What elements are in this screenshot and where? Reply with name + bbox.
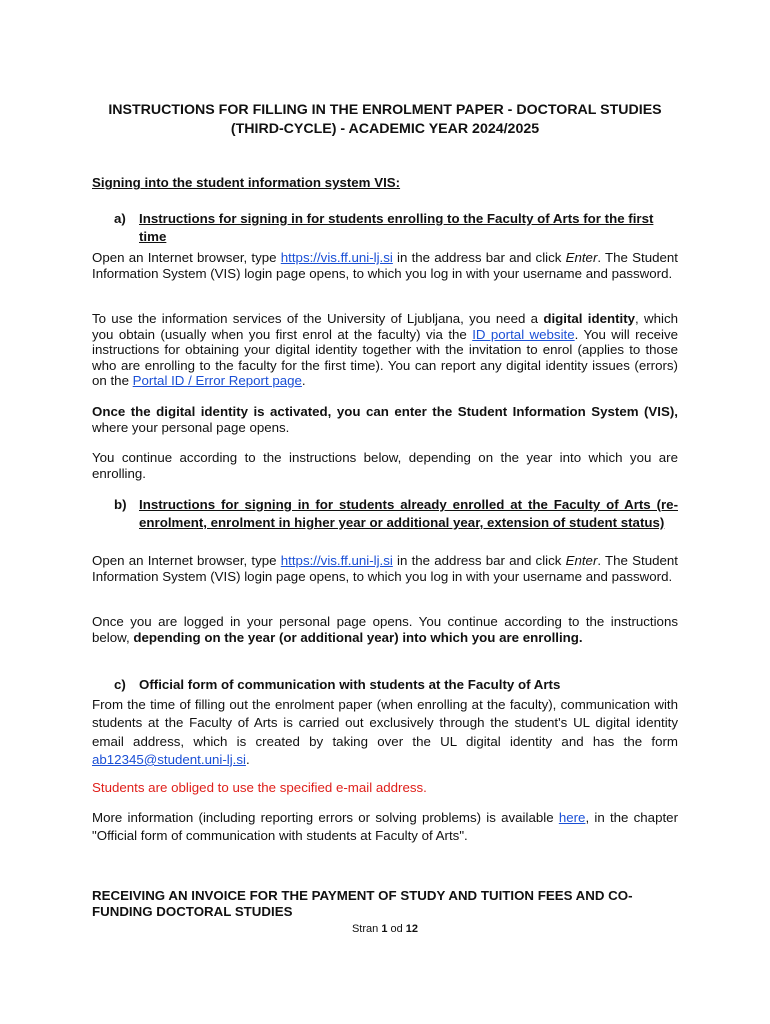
bottom-section-heading: RECEIVING AN INVOICE FOR THE PAYMENT OF STUDY AND TUITION FEES AND CO-FUNDING DOCTORAL STUDIES xyxy=(92,888,633,919)
section-heading: Signing into the student information system VIS: xyxy=(92,175,401,190)
list-item-b xyxy=(114,496,678,532)
here-link[interactable]: here xyxy=(558,810,586,825)
email-warning: Students are obliged to use the specified e-mail address. xyxy=(92,780,427,795)
vis-link[interactable]: https://vis.ff.uni-lj.si xyxy=(280,553,393,568)
item-a-paragraph-1: Open an Internet browser, type https://vis.ff.uni-lj.si in the address bar and click Enter. The Student Information System (VIS) login page opens, to which you log in with your username and password. xyxy=(92,250,678,281)
vis-link[interactable]: https://vis.ff.uni-lj.si xyxy=(280,250,393,265)
page-footer: Stran 1 od 12 xyxy=(351,923,419,935)
email-link[interactable]: ab12345@student.uni-lj.si xyxy=(92,751,246,767)
list-marker: b) xyxy=(114,497,127,512)
item-c-paragraph-1: From the time of filling out the enrolment paper (when enrolling at the faculty), communication with students at the Faculty of Arts is carried out exclusively through the student's UL digital identity email address, which is created by taking over the UL digital identity and has the form ab12345@student.uni-lj.si. xyxy=(92,697,678,767)
item-c-heading: Official form of communication with students at the Faculty of Arts xyxy=(139,677,561,692)
list-marker: a) xyxy=(114,211,126,226)
document-title: INSTRUCTIONS FOR FILLING IN THE ENROLMENT PAPER - DOCTORAL STUDIES (THIRD-CYCLE) - ACADEMIC YEAR 2024/2025 xyxy=(108,102,662,137)
item-a-paragraph-3: Once the digital identity is activated, you can enter the Student Information System (VIS), where your personal page opens. xyxy=(92,404,678,435)
item-a-paragraph-2: To use the information services of the University of Ljubljana, you need a digital identity, which you obtain (usually when you first enrol at the faculty) via the ID portal website. You will receive instructions for obtaining your digital identity together with the invitation to enrol (applies to those who are enrolling to the faculty for the first time). You can report any digital identity issues (errors) on the Portal ID / Error Report page. xyxy=(92,311,679,388)
total-pages-number: 12 xyxy=(405,923,419,935)
id-portal-link[interactable]: ID portal website xyxy=(472,326,575,342)
item-b-paragraph-2: Once you are logged in your personal page opens. You continue according to the instructions below, depending on the year (or additional year) into which you are enrolling. xyxy=(92,614,678,645)
list-marker: c) xyxy=(114,677,126,692)
list-item-c xyxy=(114,676,678,694)
item-a-paragraph-4: You continue according to the instructions below, depending on the year into which you are enrolling. xyxy=(92,450,678,481)
item-c-paragraph-3: More information (including reporting errors or solving problems) is available here, in the chapter "Official form of communication with students at Faculty of Arts". xyxy=(92,810,678,844)
error-report-link[interactable]: Portal ID / Error Report page xyxy=(132,373,302,388)
current-page-number: 1 xyxy=(381,923,388,935)
item-a-heading: Instructions for signing in for students enrolling to the Faculty of Arts for the first time xyxy=(139,211,654,244)
list-item-a xyxy=(114,210,678,246)
item-b-paragraph-1: Open an Internet browser, type https://vis.ff.uni-lj.si in the address bar and click Enter. The Student Information System (VIS) login page opens, to which you log in with your username and password. xyxy=(92,553,678,584)
item-b-heading: Instructions for signing in for students already enrolled at the Faculty of Arts (re-enrolment, enrolment in higher year or additional year, extension of student status) xyxy=(139,497,678,530)
